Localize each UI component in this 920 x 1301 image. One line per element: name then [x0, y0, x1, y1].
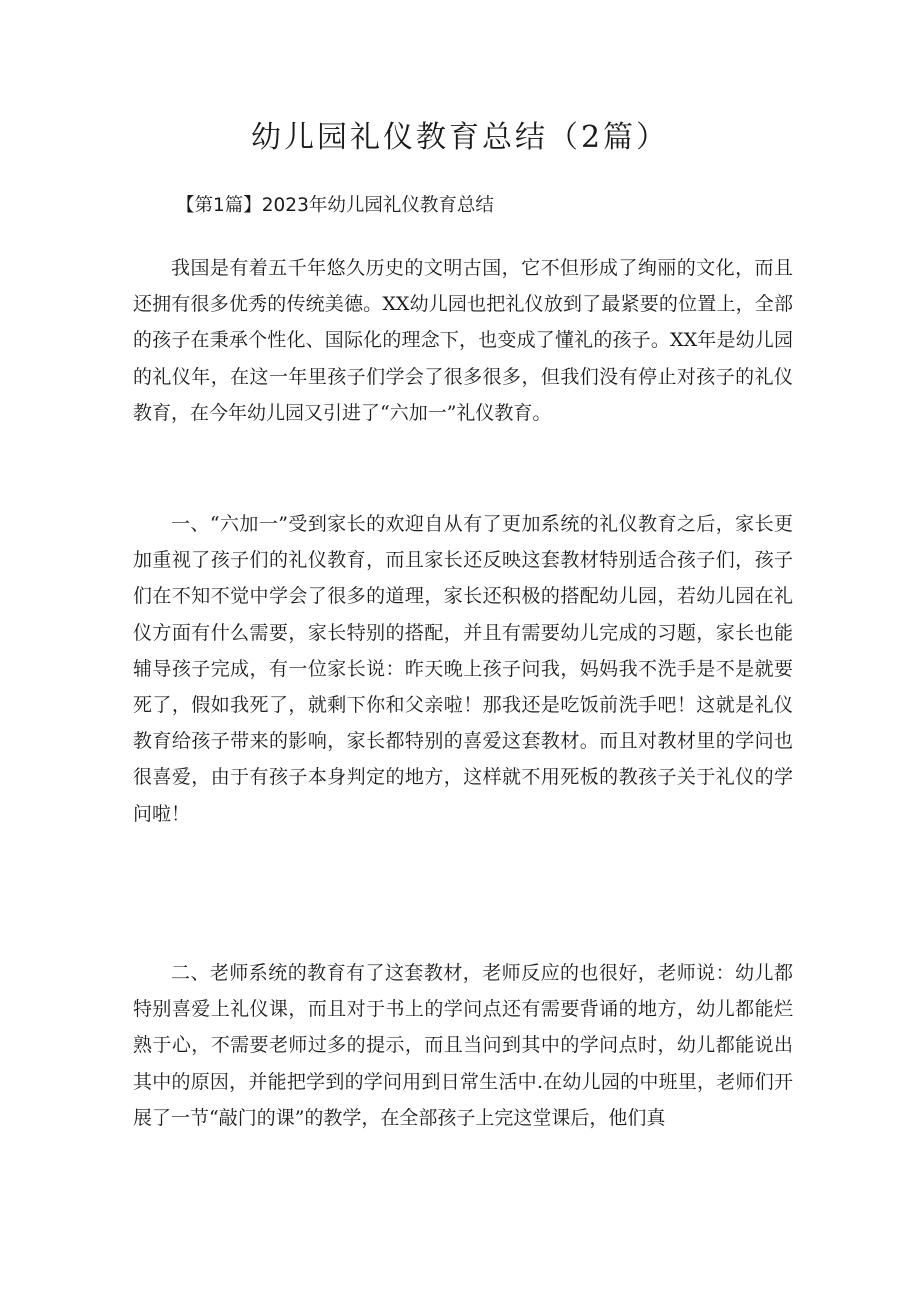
body-paragraph-1: 我国是有着五千年悠久历史的文明古国，它不但形成了绚丽的文化，而且还拥有很多优秀的传统美德。XX幼儿园也把礼仪放到了最紧要的位置上，全部的孩子在秉承个性化、国际化的理念下，也变成了懂礼的孩子。XX年是幼儿园的礼仪年，在这一年里孩子们学会了很多很多，但我们没有停止对孩子的礼仪教育，在今年幼儿园又引进了“六加一”礼仪教育。	[133, 257, 793, 424]
article-heading: 【第1篇】2023年幼儿园礼仪教育总结	[176, 195, 494, 216]
document-title: 幼儿园礼仪教育总结（2篇）	[250, 120, 670, 155]
body-paragraph-3: 二、老师系统的教育有了这套教材，老师反应的也很好，老师说：幼儿都特别喜爱上礼仪课，而且对于书上的学问点还有需要背诵的地方，幼儿都能烂熟于心，不需要老师过多的提示，而且当问到其中的学问点时，幼儿都能说出其中的原因，并能把学到的学问用到日常生活中.在幼儿园的中班里，老师们开展了一节“敲门的课”的教学，在全部孩子上完这堂课后，他们真	[133, 962, 793, 1129]
body-paragraph-2: 一、“六加一”受到家长的欢迎自从有了更加系统的礼仪教育之后，家长更加重视了孩子们的礼仪教育，而且家长还反映这套教材特别适合孩子们，孩子们在不知不觉中学会了很多的道理，家长还积极的搭配幼儿园，若幼儿园在礼仪方面有什么需要，家长特别的搭配，并且有需要幼儿完成的习题，家长也能辅导孩子完成，有一位家长说：昨天晚上孩子问我，妈妈我不洗手是不是就要死了，假如我死了，就剩下你和父亲啦！那我还是吃饭前洗手吧！这就是礼仪教育给孩子带来的影响，家长都特别的喜爱这套教材。而且对教材里的学问也很喜爱，由于有孩子本身判定的地方，这样就不用死板的教孩子关于礼仪的学问啦！	[133, 513, 793, 825]
